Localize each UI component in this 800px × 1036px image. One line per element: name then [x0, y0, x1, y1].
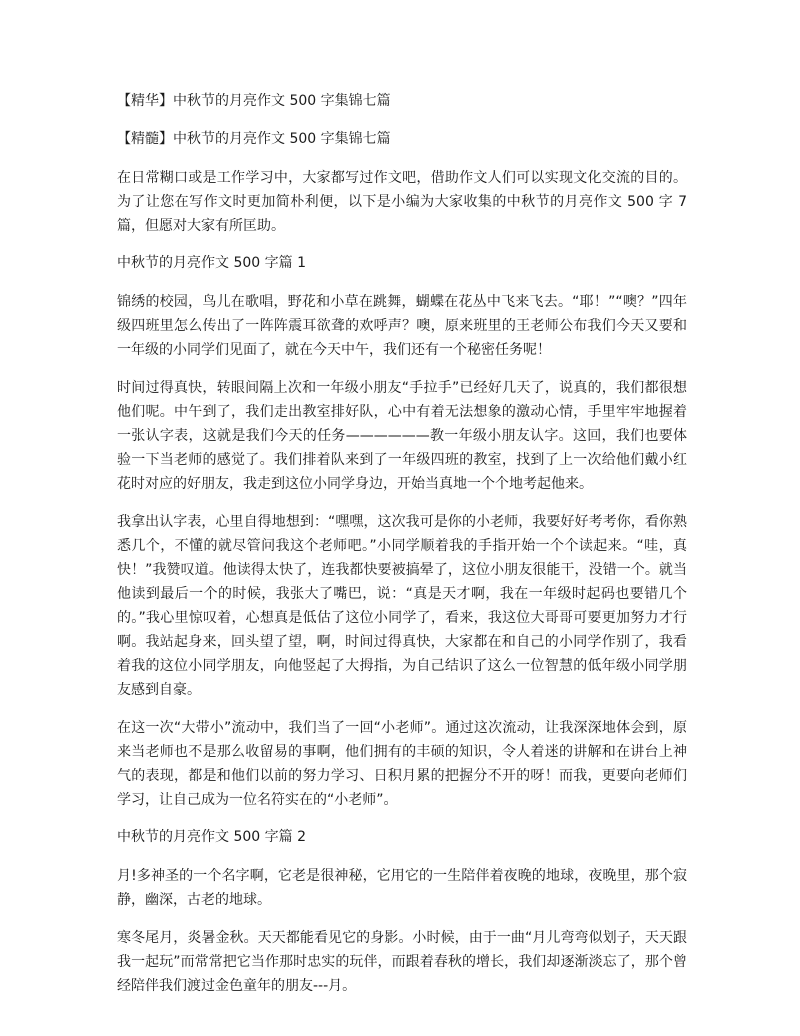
title-line-1: 【精华】中秋节的月亮作文 500 字集锦七篇 — [117, 93, 391, 109]
title-line-2: 【精髓】中秋节的月亮作文 500 字集锦七篇 — [117, 131, 391, 147]
section-2-paragraph-2: 寒冬尾月，炎暑金秋。天天都能看见它的身影。小时候，由于一曲“月儿弯弯似划子，天天跟我一起玩”而常常把它当作那时忠实的玩伴，而跟着春秋的增长，我们却逐渐淡忘了，那个曾经陪伴我们渡过金色童年的朋友---月。 — [117, 930, 687, 994]
section-2-paragraph-1: 月!多神圣的一个名字啊，它老是很神秘，它用它的一生陪伴着夜晚的地球，夜晚里，那个寂静，幽深，古老的地球。 — [117, 868, 687, 908]
section-1-paragraph-1: 锦绣的校园，鸟儿在歌唱，野花和小草在跳舞，蝴蝶在花丛中飞来飞去。“耶！”“噢？”四年级四班里怎么传出了一阵阵震耳欲聋的欢呼声？噢，原来班里的王老师公布我们今天又要和一年级的小同学们见面了，就在今天中午，我们还有一个秘密任务呢！ — [117, 294, 687, 358]
intro-paragraph: 在日常糊口或是工作学习中，大家都写过作文吧，借助作文人们可以实现文化交流的目的。为了让您在写作文时更加简朴利便，以下是小编为大家收集的中秋节的月亮作文 500 字 7 篇，但愿对大家有所匡助。 — [117, 170, 687, 234]
section-1-paragraph-3: 我拿出认字表，心里自得地想到：“嘿嘿，这次我可是你的小老师，我要好好考考你，看你熟悉几个，不懂的就尽管问我这个老师吧。”小同学顺着我的手指开始一个个读起来。“哇，真快！”我赞叹道。他读得太快了，连我都快要被搞晕了，这位小朋友很能干，没错一个。就当他读到最后一个的时候，我张大了嘴巴，说：“真是天才啊，我在一年级时起码也要错几个的。”我心里惊叹着，心想真是低估了这位小同学了，看来，我这位大哥哥可要更加努力才行啊。我站起身来，回头望了望，啊，时间过得真快，大家都在和自己的小同学作别了，我看着我的这位小同学朋友，向他竖起了大拇指，为自己结识了这么一位智慧的低年级小同学朋友感到自豪。 — [117, 514, 687, 698]
section-1-paragraph-4: 在这一次“大带小”流动中，我们当了一回“小老师”。通过这次流动，让我深深地体会到，原来当老师也不是那么收留易的事啊，他们拥有的丰硕的知识，令人着迷的讲解和在讲台上神气的表现，都是和他们以前的努力学习、日积月累的把握分不开的呀！而我，更要向老师们学习，让自己成为一位名符实在的“小老师”。 — [117, 720, 687, 808]
section-1-heading: 中秋节的月亮作文 500 字篇 1 — [117, 255, 306, 271]
document-page — [117, 90, 687, 1012]
section-1-paragraph-2: 时间过得真快，转眼间隔上次和一年级小朋友“手拉手”已经好几天了，说真的，我们都很想他们呢。中午到了，我们走出教室排好队，心中有着无法想象的激动心情，手里牢牢地握着一张认字表，这就是我们今天的任务——————教一年级小朋友认字。这回，我们也要体验一下当老师的感觉了。我们排着队来到了一年级四班的教室，找到了上一次给他们戴小红花时对应的好朋友，我走到这位小同学身边，开始当真地一个个地考起他来。 — [117, 380, 687, 492]
section-2-heading: 中秋节的月亮作文 500 字篇 2 — [117, 829, 306, 845]
